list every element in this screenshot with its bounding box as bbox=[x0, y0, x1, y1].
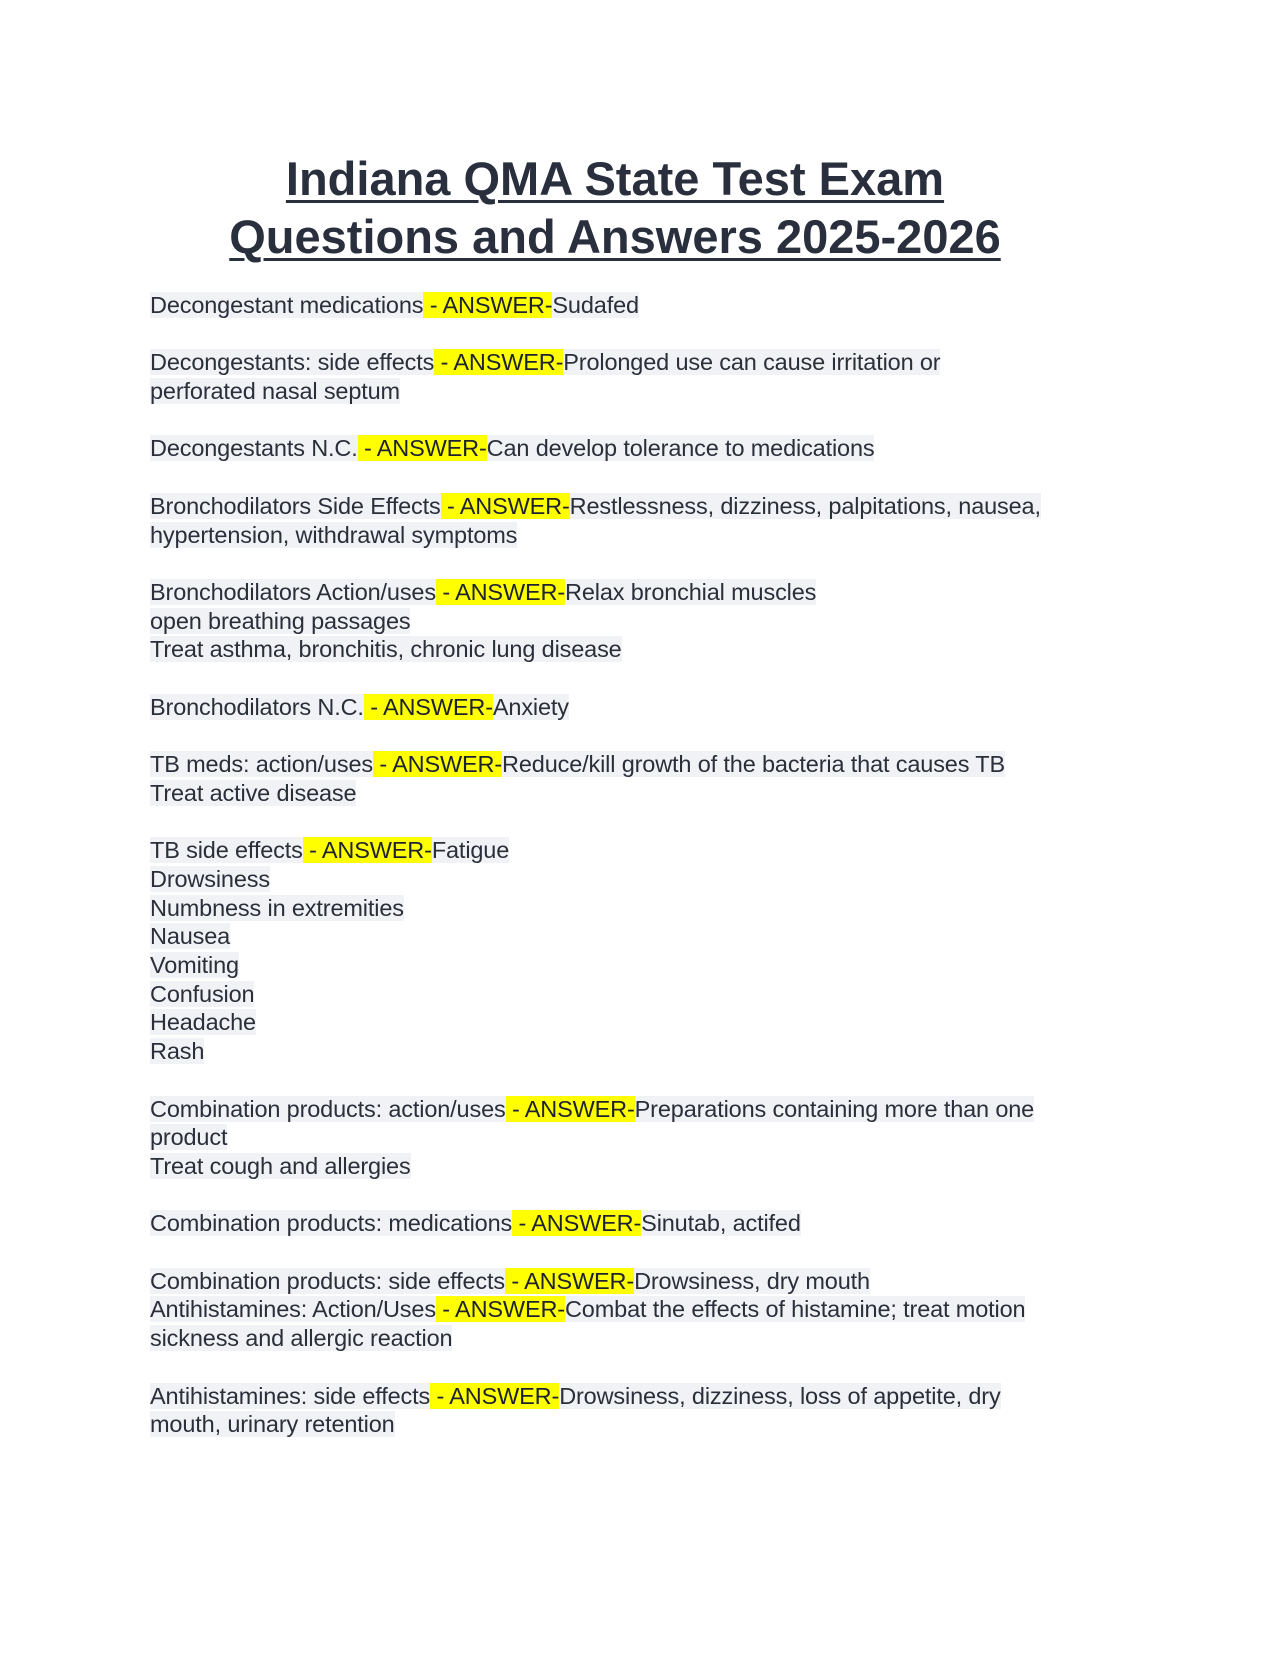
answer-text: Reduce/kill growth of the bacteria that causes TB bbox=[502, 751, 1005, 778]
qa-entry bbox=[150, 492, 1130, 549]
answer-marker: - ANSWER- bbox=[302, 837, 432, 864]
answer-text-continued: hypertension, withdrawal symptoms bbox=[150, 521, 518, 548]
answer-text: Relax bronchial muscles bbox=[565, 578, 817, 605]
question-text: Combination products: side effects bbox=[150, 1267, 505, 1294]
question-text: Antihistamines: Action/Uses bbox=[150, 1296, 436, 1323]
title-line-2: Questions and Answers 2025-2026 bbox=[229, 210, 1001, 263]
answer-list-item: Headache bbox=[150, 1009, 256, 1036]
answer-marker: - ANSWER- bbox=[435, 1296, 565, 1323]
question-text: Bronchodilators Action/uses bbox=[150, 578, 436, 605]
answer-list-item: Rash bbox=[150, 1038, 205, 1065]
question-text: Antihistamines: side effects bbox=[150, 1382, 431, 1409]
answer-text: Can develop tolerance to medications bbox=[486, 435, 875, 462]
answer-text-continued: perforated nasal septum bbox=[150, 378, 400, 405]
answer-text-continued: Treat asthma, bronchitis, chronic lung disease bbox=[150, 636, 622, 663]
qa-entry bbox=[150, 750, 1130, 807]
answer-text-continued: Treat cough and allergies bbox=[150, 1152, 411, 1179]
qa-entry bbox=[150, 578, 1130, 664]
qa-entry bbox=[150, 693, 1130, 722]
answer-text: Drowsiness, dry mouth bbox=[634, 1267, 870, 1294]
qa-entry bbox=[150, 348, 1130, 405]
answer-marker: - ANSWER- bbox=[435, 578, 566, 605]
answer-text: Fatigue bbox=[431, 837, 510, 864]
answer-text-continued: sickness and allergic reaction bbox=[150, 1325, 453, 1352]
qa-entry bbox=[150, 1209, 1130, 1238]
qa-entry bbox=[150, 1095, 1130, 1181]
question-text: Combination products: medications bbox=[150, 1210, 513, 1237]
answer-marker: - ANSWER- bbox=[363, 693, 493, 720]
answer-marker: - ANSWER- bbox=[440, 492, 570, 519]
answer-text: Anxiety bbox=[492, 693, 569, 720]
answer-list-item: Drowsiness bbox=[150, 865, 270, 892]
answer-text-continued: product bbox=[150, 1124, 228, 1151]
question-text: Bronchodilators N.C. bbox=[150, 693, 364, 720]
answer-list-item: Numbness in extremities bbox=[150, 894, 404, 921]
qa-entry bbox=[150, 836, 1130, 1066]
question-text: Decongestants N.C. bbox=[150, 435, 358, 462]
question-text: Decongestants: side effects bbox=[150, 349, 435, 376]
answer-list-item: Vomiting bbox=[150, 952, 239, 979]
question-text: Decongestant medications bbox=[150, 292, 424, 318]
answer-list-item: Confusion bbox=[150, 980, 255, 1007]
question-text: TB side effects bbox=[150, 837, 303, 864]
question-text: Bronchodilators Side Effects bbox=[150, 492, 441, 519]
qa-entry bbox=[150, 1295, 1130, 1352]
answer-text: Sinutab, actifed bbox=[641, 1210, 801, 1237]
answer-text: Sudafed bbox=[552, 292, 639, 318]
qa-entry bbox=[150, 434, 1130, 463]
qa-list bbox=[150, 291, 1130, 1468]
answer-text: Prolonged use can cause irritation or bbox=[563, 349, 941, 376]
answer-marker: - ANSWER- bbox=[357, 435, 487, 462]
answer-marker: - ANSWER- bbox=[505, 1095, 635, 1122]
answer-marker: - ANSWER- bbox=[430, 1382, 560, 1409]
answer-marker: - ANSWER- bbox=[434, 349, 564, 376]
answer-text: Combat the effects of histamine; treat motion bbox=[564, 1296, 1026, 1323]
question-text: Combination products: action/uses bbox=[150, 1095, 506, 1122]
answer-text-continued: Treat active disease bbox=[150, 779, 357, 806]
answer-marker: - ANSWER- bbox=[505, 1267, 635, 1294]
qa-entry bbox=[150, 1382, 1130, 1439]
answer-text: Restlessness, dizziness, palpitations, nausea, bbox=[569, 492, 1041, 519]
answer-text-continued: open breathing passages bbox=[150, 607, 411, 634]
answer-marker: - ANSWER- bbox=[372, 751, 503, 778]
question-text: TB meds: action/uses bbox=[150, 751, 373, 778]
answer-text-continued: mouth, urinary retention bbox=[150, 1411, 395, 1438]
title-line-1: Indiana QMA State Test Exam bbox=[285, 152, 945, 205]
qa-entry bbox=[150, 1267, 1130, 1296]
answer-text: Preparations containing more than one bbox=[634, 1095, 1035, 1122]
qa-entry bbox=[150, 291, 1130, 320]
answer-marker: - ANSWER- bbox=[512, 1210, 642, 1237]
answer-marker: - ANSWER- bbox=[423, 292, 553, 318]
answer-list-item: Nausea bbox=[150, 923, 231, 950]
document-title bbox=[150, 150, 1080, 266]
answer-text: Drowsiness, dizziness, loss of appetite, dry bbox=[559, 1382, 1001, 1409]
